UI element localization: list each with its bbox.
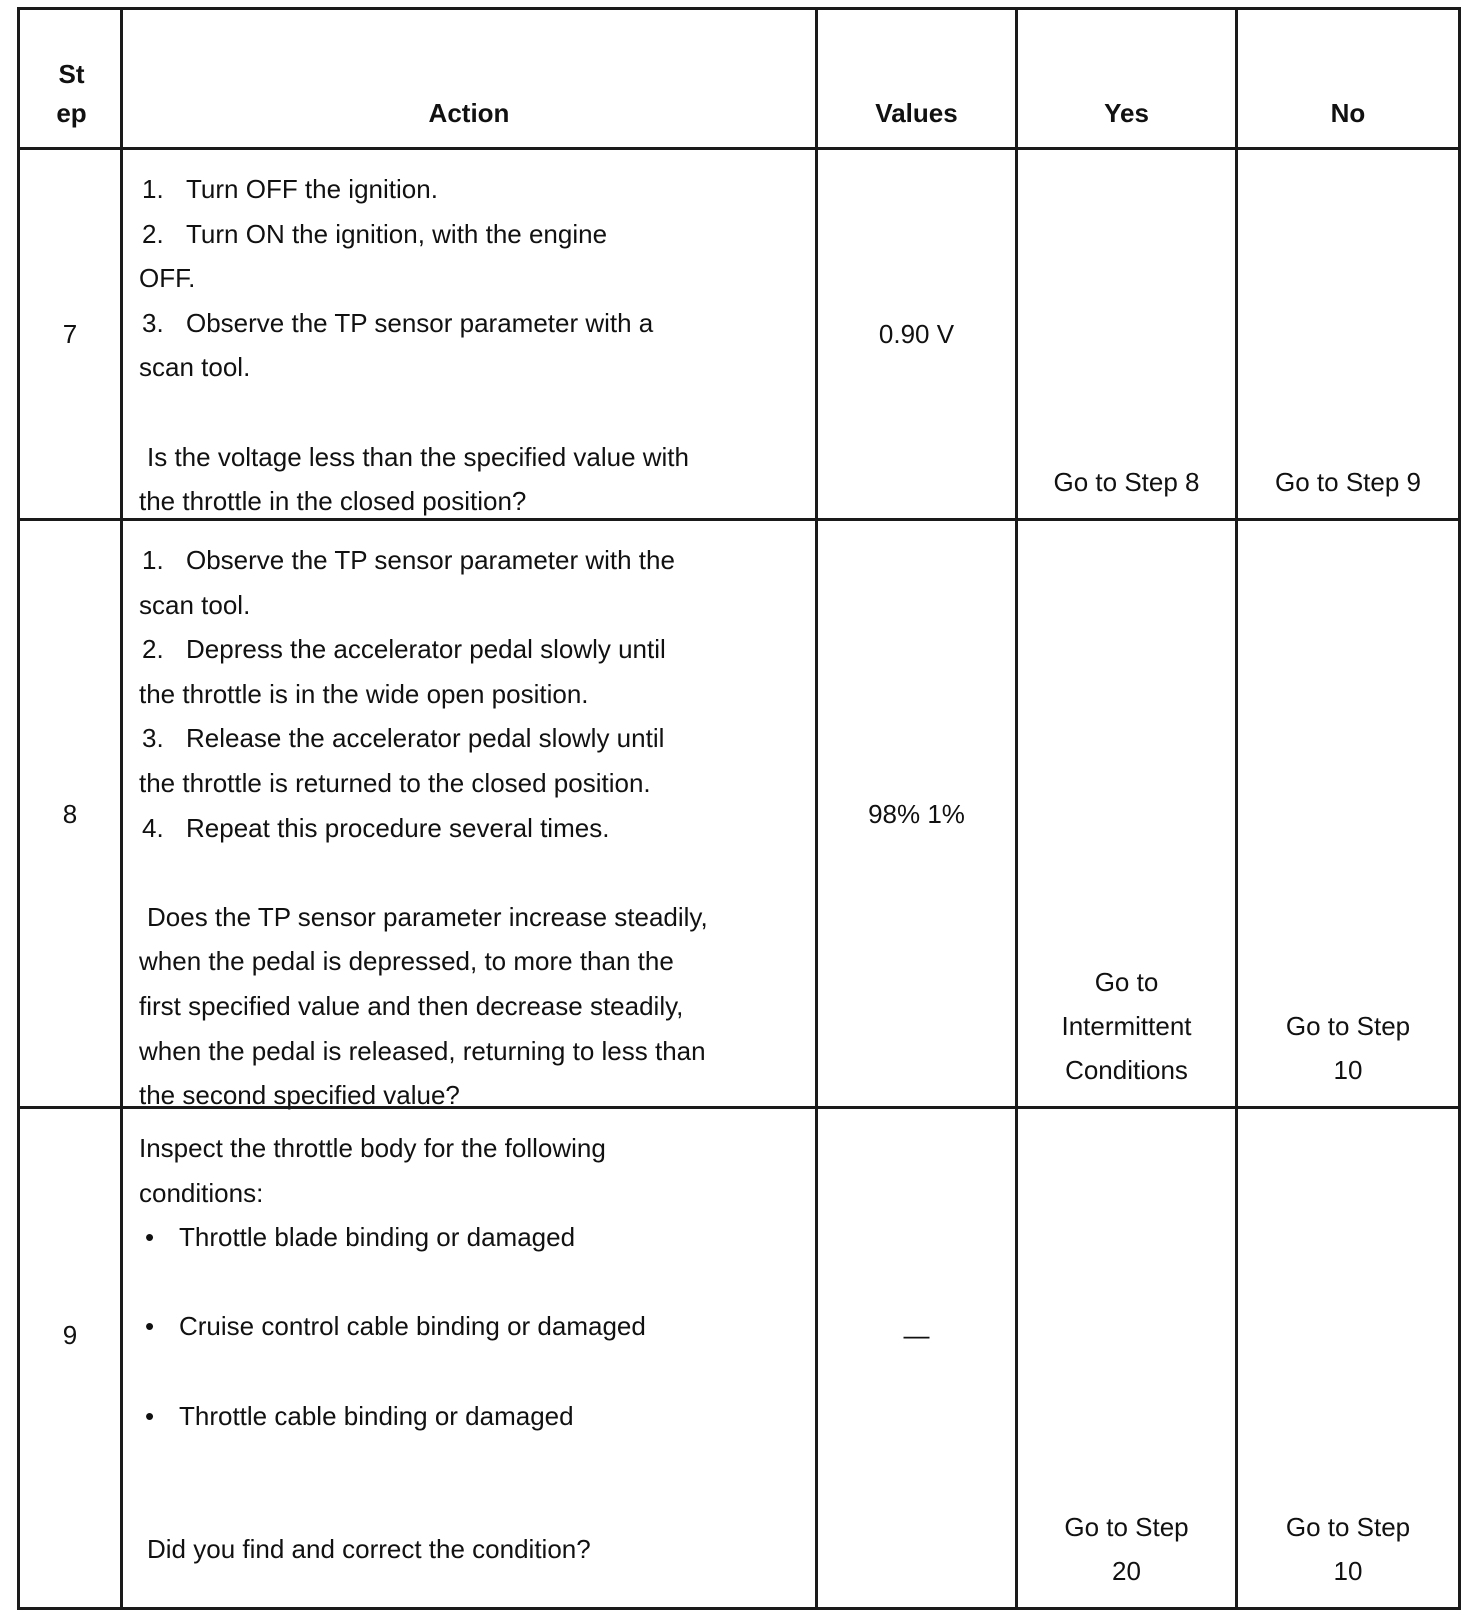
no-text xyxy=(1238,1004,1458,1092)
header-yes-cell xyxy=(1015,7,1235,147)
action-line xyxy=(139,1304,805,1349)
action-line-text: Turn ON the ignition, with the engine xyxy=(186,218,608,249)
value-text: 0.90 V xyxy=(878,319,955,349)
no-cell xyxy=(1235,518,1461,1106)
action-line xyxy=(139,212,805,257)
header-values: Values xyxy=(875,98,958,128)
header-row xyxy=(17,7,1461,147)
action-line-text: the throttle is in the wide open position. xyxy=(139,678,589,709)
action-line xyxy=(139,583,805,628)
action-line-text: the throttle is returned to the closed position. xyxy=(139,767,651,798)
action-line xyxy=(139,1171,805,1216)
action-line xyxy=(139,806,805,851)
action-line xyxy=(139,672,805,717)
action-line xyxy=(139,345,805,390)
action-line xyxy=(139,538,805,583)
no-text xyxy=(1238,1505,1458,1593)
step-item-number: 1. xyxy=(142,174,164,204)
table-row xyxy=(17,147,1461,518)
action-line-text: Throttle cable binding or damaged xyxy=(179,1400,574,1431)
action-line xyxy=(139,1029,805,1074)
action-line-text: Did you find and correct the condition? xyxy=(147,1534,591,1565)
header-no-cell xyxy=(1235,7,1461,147)
step-item-number: 4. xyxy=(142,812,164,843)
step-item-number: 1. xyxy=(142,545,164,575)
step-cell xyxy=(17,1106,120,1610)
action-line-text: Observe the TP sensor parameter with the xyxy=(186,545,675,575)
yes-outcome-line: Go to Step 8 xyxy=(1053,467,1200,497)
action-line-text: Does the TP sensor parameter increase steadily, xyxy=(147,901,708,932)
action-line-text: first specified value and then decrease steadily, xyxy=(139,990,684,1021)
values-cell xyxy=(815,147,1015,518)
action-line xyxy=(139,627,805,672)
yes-text xyxy=(1018,1505,1235,1593)
value-text: 98% 1% xyxy=(868,799,965,829)
action-line-text: Throttle blade binding or damaged xyxy=(179,1222,576,1253)
step-item-number: 3. xyxy=(142,723,164,754)
action-line xyxy=(139,1215,805,1260)
action-line-text: the second specified value? xyxy=(139,1080,460,1111)
header-values-cell xyxy=(815,7,1015,147)
step-number: 7 xyxy=(62,319,78,349)
values-cell xyxy=(815,1106,1015,1610)
action-line-text: Cruise control cable binding or damaged xyxy=(179,1311,646,1342)
bullet-icon: • xyxy=(145,1222,155,1253)
table-row xyxy=(17,1106,1461,1610)
step-cell xyxy=(17,147,120,518)
action-line xyxy=(139,167,805,212)
action-line xyxy=(139,716,805,761)
action-line xyxy=(139,1483,805,1528)
no-outcome-line: Go to Step 9 xyxy=(1275,467,1421,497)
step-item-number: 2. xyxy=(142,218,164,249)
action-line xyxy=(139,1394,805,1439)
action-cell xyxy=(120,518,815,1111)
action-line xyxy=(139,435,805,480)
value-text: — xyxy=(903,1320,930,1350)
step-item-number: 3. xyxy=(142,307,164,338)
yes-cell xyxy=(1015,147,1235,518)
action-text xyxy=(139,167,805,524)
action-line-text: Repeat this procedure several times. xyxy=(186,812,610,843)
header-step: St ep xyxy=(56,59,87,128)
no-outcome-line: 10 xyxy=(1333,1055,1363,1085)
action-line xyxy=(139,1260,805,1305)
diagnostic-table xyxy=(17,7,1461,1610)
action-line xyxy=(139,1349,805,1394)
step-cell xyxy=(17,518,120,1106)
action-cell xyxy=(120,147,815,518)
bullet-icon: • xyxy=(145,1311,155,1342)
header-action-cell xyxy=(120,7,815,147)
action-line-text: Observe the TP sensor parameter with a xyxy=(186,307,654,338)
action-line xyxy=(139,390,805,435)
table-row xyxy=(17,518,1461,1111)
action-line-text: the throttle in the closed position? xyxy=(139,486,527,517)
action-line xyxy=(139,301,805,346)
action-text xyxy=(139,1126,805,1572)
yes-outcome-line: Conditions xyxy=(1065,1055,1188,1085)
header-no: No xyxy=(1330,98,1366,128)
no-outcome-line: 10 xyxy=(1333,1556,1363,1586)
no-cell xyxy=(1235,147,1461,518)
action-text xyxy=(139,538,805,1118)
no-outcome-line: Go to Step xyxy=(1285,1512,1411,1542)
action-line-text: Depress the accelerator pedal slowly until xyxy=(186,634,666,665)
yes-text xyxy=(1018,960,1235,1092)
yes-outcome-line: 20 xyxy=(1112,1556,1141,1586)
action-line xyxy=(139,1438,805,1483)
yes-outcome-line: Intermittent xyxy=(1061,1011,1192,1041)
step-item-number: 2. xyxy=(142,634,164,665)
action-line xyxy=(139,984,805,1029)
action-line xyxy=(139,256,805,301)
action-cell xyxy=(120,1106,815,1610)
action-line xyxy=(139,895,805,940)
yes-outcome-line: Go to Step xyxy=(1064,1512,1189,1542)
action-line xyxy=(139,761,805,806)
yes-text xyxy=(1018,460,1235,504)
action-line xyxy=(139,1126,805,1171)
no-cell xyxy=(1235,1106,1461,1610)
yes-outcome-line: Go to xyxy=(1094,967,1159,997)
action-line-text: OFF. xyxy=(139,263,196,294)
action-line-text: Is the voltage less than the specified value with xyxy=(147,441,689,472)
header-yes: Yes xyxy=(1104,98,1149,128)
action-line-text: conditions: xyxy=(139,1177,264,1208)
bullet-icon: • xyxy=(145,1400,155,1431)
action-line-text: when the pedal is depressed, to more than the xyxy=(139,946,674,977)
no-outcome-line: Go to Step xyxy=(1285,1011,1411,1041)
values-cell xyxy=(815,518,1015,1106)
action-line xyxy=(139,939,805,984)
action-line-text: scan tool. xyxy=(139,352,251,383)
action-line xyxy=(139,1527,805,1572)
action-line-text: Turn OFF the ignition. xyxy=(186,174,438,204)
step-number: 9 xyxy=(62,1320,78,1350)
action-line-text: when the pedal is released, returning to less than xyxy=(139,1035,706,1066)
header-step-cell xyxy=(17,7,120,147)
no-text xyxy=(1238,460,1458,504)
action-line-text: Inspect the throttle body for the following xyxy=(139,1133,606,1163)
header-action: Action xyxy=(428,98,510,128)
yes-cell xyxy=(1015,1106,1235,1610)
action-line xyxy=(139,850,805,895)
yes-cell xyxy=(1015,518,1235,1106)
action-line-text: scan tool. xyxy=(139,589,251,620)
step-number: 8 xyxy=(62,799,78,829)
action-line-text: Release the accelerator pedal slowly until xyxy=(186,723,665,754)
